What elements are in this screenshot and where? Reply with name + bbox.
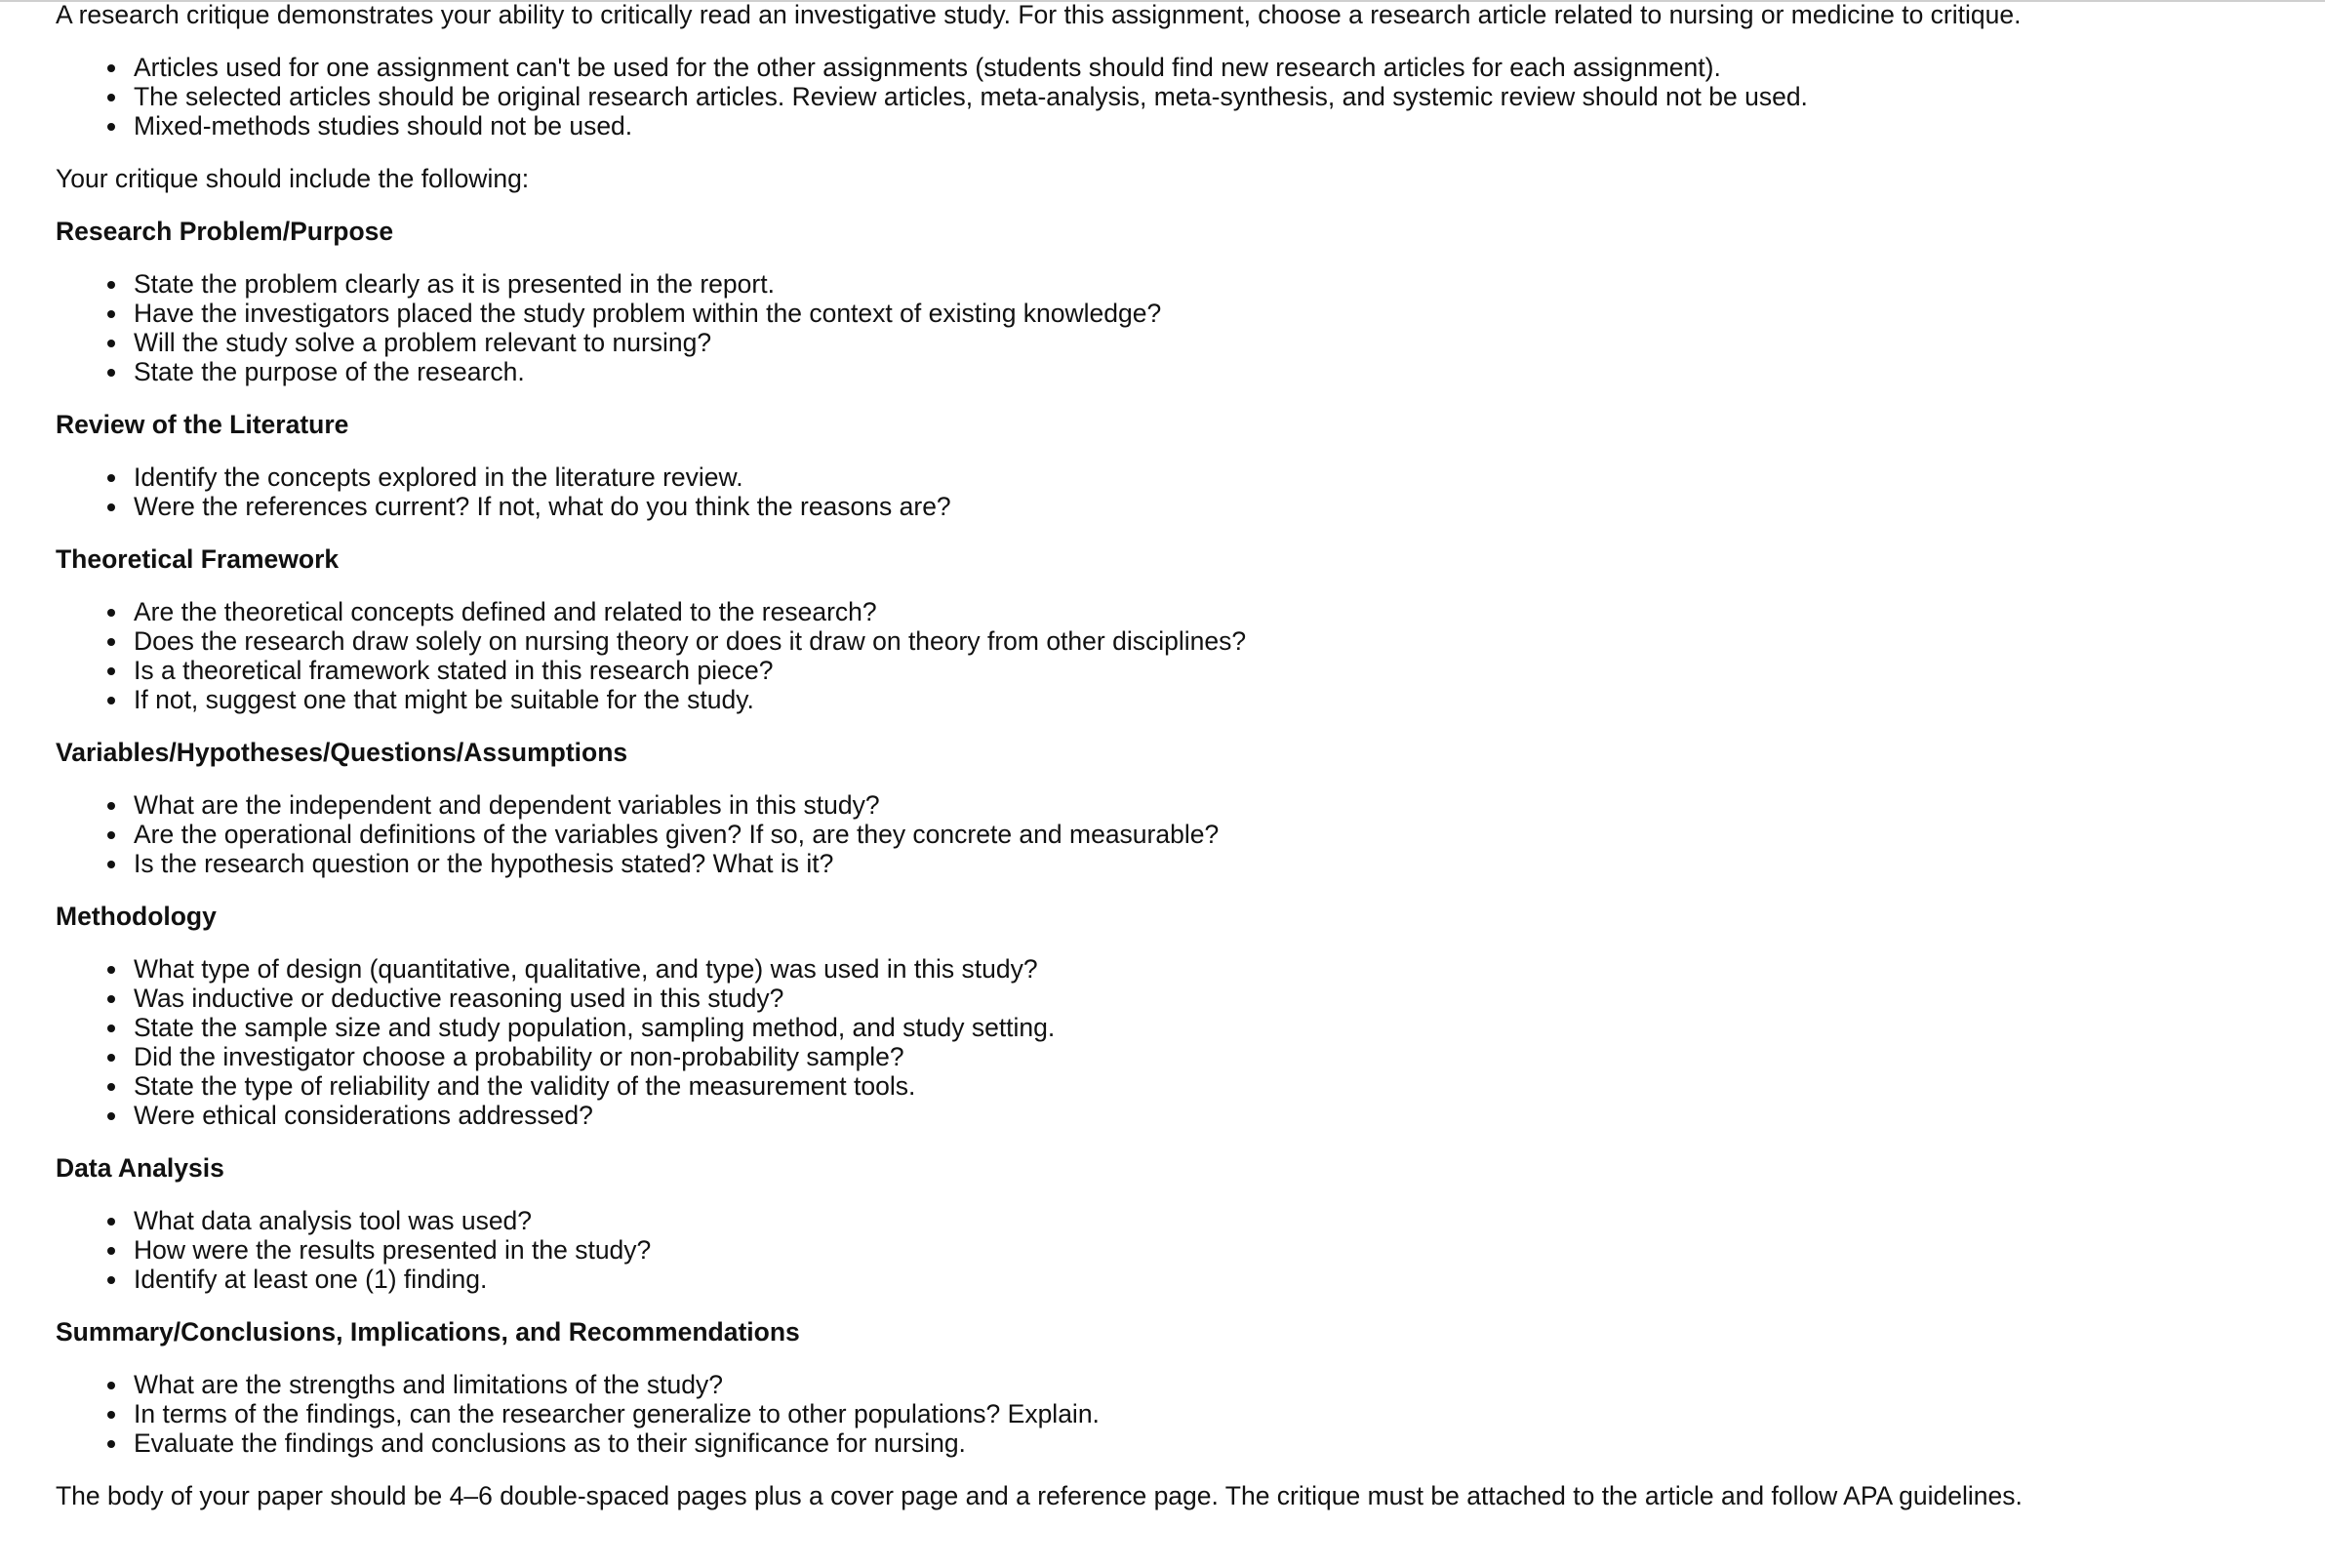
section-heading: Summary/Conclusions, Implications, and Recommendations (56, 1317, 800, 1347)
list-item: State the problem clearly as it is presented in the report. (134, 269, 2300, 299)
section-methodology (56, 902, 2300, 1130)
list-item: Will the study solve a problem relevant to nursing? (134, 328, 2300, 357)
list-item: If not, suggest one that might be suitable for the study. (134, 685, 2300, 714)
assignment-document (56, 0, 2300, 1510)
section-literature-review (56, 410, 2300, 521)
section-heading: Data Analysis (56, 1153, 224, 1183)
list-item: Were ethical considerations addressed? (134, 1101, 2300, 1130)
list-item: What are the independent and dependent variables in this study? (134, 790, 2300, 820)
list-item: State the purpose of the research. (134, 357, 2300, 386)
list-item: Evaluate the findings and conclusions as to their significance for nursing. (134, 1428, 2300, 1458)
section-list (56, 597, 2300, 714)
list-item: Does the research draw solely on nursing theory or does it draw on theory from other disciplines? (134, 626, 2300, 656)
list-item: Are the operational definitions of the variables given? If so, are they concrete and measurable? (134, 820, 2300, 849)
section-heading: Methodology (56, 902, 217, 931)
section-variables (56, 738, 2300, 878)
rule-item: The selected articles should be original research articles. Review articles, meta-analysis, meta-synthesis, and systemic review should not be used. (134, 82, 2300, 111)
list-item: How were the results presented in the study? (134, 1235, 2300, 1265)
rule-item: Articles used for one assignment can't be used for the other assignments (students should find new research articles for each assignment). (134, 53, 2300, 82)
list-item: What are the strengths and limitations of the study? (134, 1370, 2300, 1399)
section-list (56, 790, 2300, 878)
rule-item: Mixed-methods studies should not be used. (134, 111, 2300, 141)
list-item: State the type of reliability and the validity of the measurement tools. (134, 1071, 2300, 1101)
section-summary (56, 1317, 2300, 1458)
list-item: Did the investigator choose a probability or non-probability sample? (134, 1042, 2300, 1071)
lead-in-paragraph: Your critique should include the following: (56, 164, 530, 193)
list-item: In terms of the findings, can the researcher generalize to other populations? Explain. (134, 1399, 2300, 1428)
section-heading: Review of the Literature (56, 410, 349, 439)
section-heading: Research Problem/Purpose (56, 217, 394, 246)
list-item: Was inductive or deductive reasoning used in this study? (134, 984, 2300, 1013)
section-heading: Variables/Hypotheses/Questions/Assumptions (56, 738, 628, 767)
list-item: Is a theoretical framework stated in this research piece? (134, 656, 2300, 685)
list-item: Are the theoretical concepts defined and related to the research? (134, 597, 2300, 626)
list-item: Were the references current? If not, what do you think the reasons are? (134, 492, 2300, 521)
section-list (56, 269, 2300, 386)
intro-paragraph: A research critique demonstrates your ability to critically read an investigative study. For this assignment, choose a research article related to nursing or medicine to critique. (56, 0, 2022, 29)
list-item: Is the research question or the hypothesis stated? What is it? (134, 849, 2300, 878)
list-item: What data analysis tool was used? (134, 1206, 2300, 1235)
section-research-problem (56, 217, 2300, 386)
section-list (56, 954, 2300, 1130)
section-list (56, 1206, 2300, 1294)
section-list (56, 462, 2300, 521)
section-heading: Theoretical Framework (56, 544, 340, 574)
list-item: Identify the concepts explored in the literature review. (134, 462, 2300, 492)
closing-paragraph: The body of your paper should be 4–6 double-spaced pages plus a cover page and a reference page. The critique must be attached to the article and follow APA guidelines. (56, 1481, 2023, 1510)
rules-list (56, 53, 2300, 141)
list-item: State the sample size and study population, sampling method, and study setting. (134, 1013, 2300, 1042)
section-data-analysis (56, 1153, 2300, 1294)
list-item: Identify at least one (1) finding. (134, 1265, 2300, 1294)
section-list (56, 1370, 2300, 1458)
list-item: What type of design (quantitative, qualitative, and type) was used in this study? (134, 954, 2300, 984)
section-theoretical-framework (56, 544, 2300, 714)
list-item: Have the investigators placed the study problem within the context of existing knowledge? (134, 299, 2300, 328)
